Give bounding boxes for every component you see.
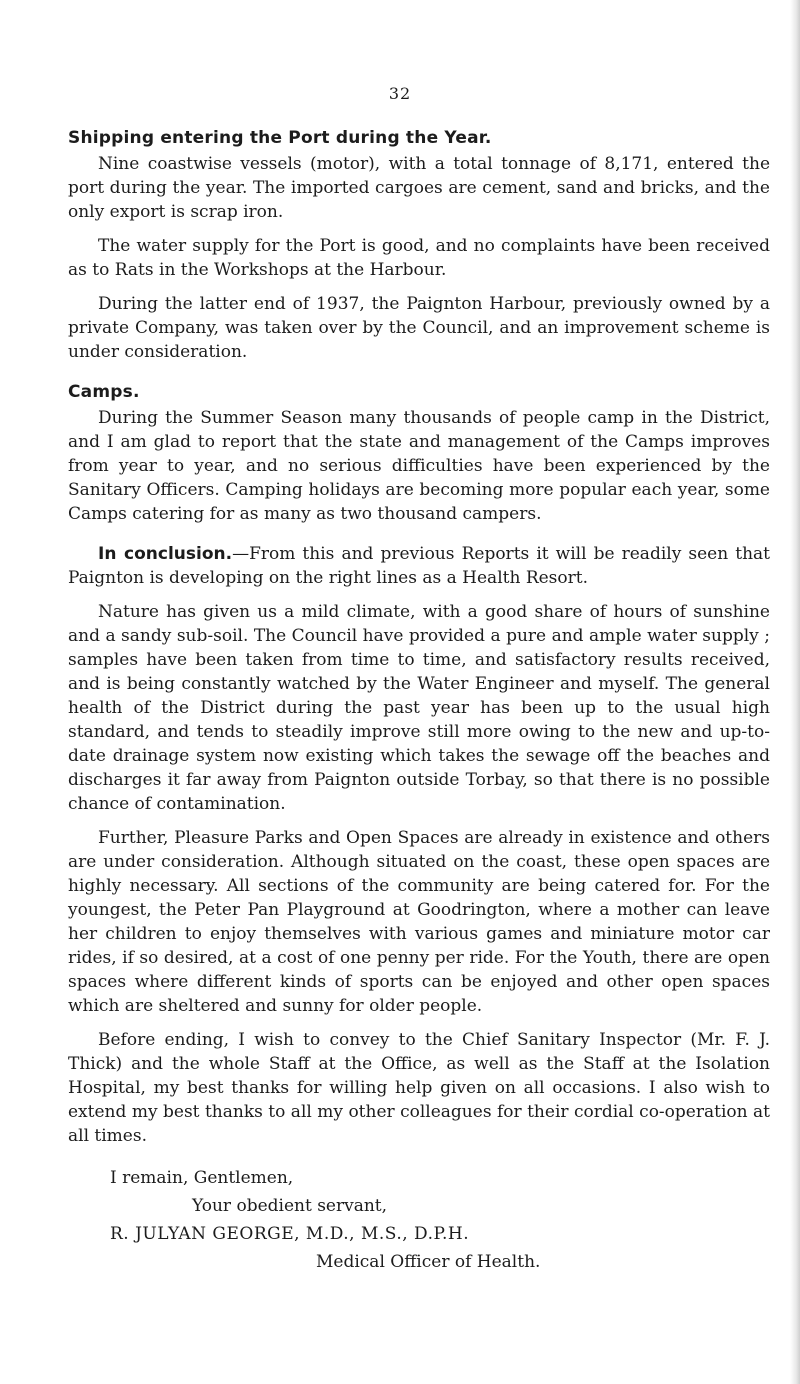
conclusion-paragraph: Before ending, I wish to convey to the Chief Sanitary Inspector (Mr. F. J. Thick) and the whole Staff at the Office, as well as the Staff at the Isolation Hospital, my best thanks for willing help given on all occasions. I also wish to extend my best thanks to all my other colleagues for their cordial co-operation at all times. [68, 1030, 770, 1146]
shipping-paragraph: The water supply for the Port is good, and no complaints have been received as to Rats in the Workshops at the Harbour. [68, 236, 770, 280]
conclusion-section [68, 542, 770, 1148]
signatory-title: Medical Officer of Health. [316, 1252, 541, 1272]
shipping-section [68, 126, 770, 364]
conclusion-lead-paragraph [68, 542, 770, 590]
camps-section [68, 380, 770, 526]
report-body [68, 126, 770, 1276]
page-number: 32 [388, 84, 412, 103]
conclusion-paragraph: Further, Pleasure Parks and Open Spaces are already in existence and others are under consideration. Although situated on the coast, these open spaces are highly necessary. All sections of the community are being catered for. For the youngest, the Peter Pan Playground at Goodrington, where a mother can leave her children to enjoy themselves with various games and miniature motor car rides, if so desired, at a cost of one penny per ride. For the Youth, there are open spaces where different kinds of sports can be enjoyed and other open spaces which are sheltered and sunny for older people. [68, 828, 770, 1016]
shipping-heading: Shipping entering the Port during the Year. [68, 128, 492, 148]
conclusion-lead-text: —From this and previous Reports it will be readily seen that Paignton is developing on the right lines as a Health Resort. [68, 544, 770, 588]
signature: R. JULYAN GEORGE, M.D., M.S., D.P.H. [110, 1224, 470, 1244]
page-edge-shadow [790, 0, 800, 1384]
valediction: Your obedient servant, [192, 1196, 388, 1216]
letter-closing [68, 1164, 770, 1276]
shipping-paragraph: Nine coastwise vessels (motor), with a total tonnage of 8,171, entered the port during the year. The imported cargoes are cement, sand and bricks, and the only export is scrap iron. [68, 154, 770, 222]
camps-paragraph: During the Summer Season many thousands of people camp in the District, and I am glad to report that the state and management of the Camps improves from year to year, and no serious difficulties have been experienced by the Sanitary Officers. Camping holidays are becoming more popular each year, some Camps catering for as many as two thousand campers. [68, 408, 770, 524]
salutation: I remain, Gentlemen, [110, 1168, 294, 1188]
shipping-paragraph: During the latter end of 1937, the Paignton Harbour, previously owned by a private Company, was taken over by the Council, and an improvement scheme is under consideration. [68, 294, 770, 362]
camps-heading: Camps. [68, 382, 140, 402]
conclusion-heading: In conclusion. [98, 544, 233, 564]
conclusion-paragraph: Nature has given us a mild climate, with a good share of hours of sunshine and a sandy sub-soil. The Council have provided a pure and ample water supply ; samples have been taken from time to time, and satisfactory results received, and is being constantly watched by the Water Engineer and myself. The general health of the District during the past year has been up to the usual high standard, and tends to steadily improve still more owing to the new and up-to-date drainage system now existing which takes the sewage off the beaches and discharges it far away from Paignton outside Torbay, so that there is no possible chance of contamination. [68, 602, 770, 814]
